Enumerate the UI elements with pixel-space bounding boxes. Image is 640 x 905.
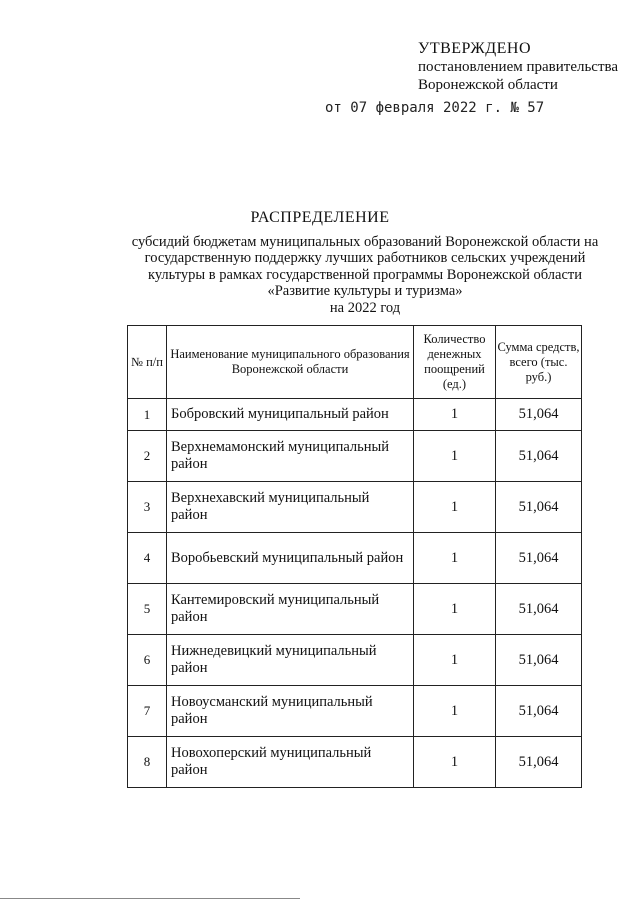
header-name: Наименование муниципального образования Воронежской области <box>167 326 414 399</box>
page-footer-line <box>0 898 300 899</box>
table-header-row <box>128 326 582 399</box>
table-row <box>128 584 582 635</box>
row-number: 5 <box>128 584 167 635</box>
subtitle-line: культуры в рамках государственной программы Воронежской области <box>147 266 583 283</box>
row-count: 1 <box>414 431 496 482</box>
row-sum: 51,064 <box>496 584 582 635</box>
row-name: Нижнедевицкий муниципальный район <box>167 635 414 686</box>
document-subtitle <box>110 234 620 316</box>
subtitle-line: на 2022 год <box>329 299 401 316</box>
subtitle-line: субсидий бюджетам муниципальных образований Воронежской области на <box>131 234 599 250</box>
table-row <box>128 431 582 482</box>
table-row <box>128 533 582 584</box>
table-row <box>128 737 582 788</box>
row-number: 8 <box>128 737 167 788</box>
header-number: № п/п <box>128 326 167 399</box>
row-number: 3 <box>128 482 167 533</box>
row-sum: 51,064 <box>496 686 582 737</box>
row-name: Кантемировский муниципальный район <box>167 584 414 635</box>
table-row <box>128 635 582 686</box>
row-name: Верхнехавский муниципальный район <box>167 482 414 533</box>
row-name: Бобровский муниципальный район <box>167 399 414 431</box>
subtitle-line: «Развитие культуры и туризма» <box>267 283 463 300</box>
row-sum: 51,064 <box>496 737 582 788</box>
row-name: Верхнемамонский муниципальный район <box>167 431 414 482</box>
header-sum: Сумма средств, всего (тыс. руб.) <box>496 326 582 399</box>
row-name: Новоусманский муниципальный район <box>167 686 414 737</box>
row-count: 1 <box>414 399 496 431</box>
header-count: Количество денежных поощрений (ед.) <box>414 326 496 399</box>
row-count: 1 <box>414 482 496 533</box>
table-row <box>128 686 582 737</box>
row-number: 6 <box>128 635 167 686</box>
row-count: 1 <box>414 584 496 635</box>
row-sum: 51,064 <box>496 399 582 431</box>
row-sum: 51,064 <box>496 482 582 533</box>
row-number: 7 <box>128 686 167 737</box>
row-name: Новохоперский муниципальный район <box>167 737 414 788</box>
distribution-table <box>127 325 582 788</box>
row-sum: 51,064 <box>496 431 582 482</box>
table-row <box>128 399 582 431</box>
row-count: 1 <box>414 533 496 584</box>
approval-block <box>418 40 618 94</box>
row-number: 4 <box>128 533 167 584</box>
row-name: Воробьевский муниципальный район <box>167 533 414 584</box>
row-sum: 51,064 <box>496 635 582 686</box>
approval-line-2: Воронежской области <box>418 77 558 93</box>
row-count: 1 <box>414 635 496 686</box>
row-count: 1 <box>414 686 496 737</box>
row-count: 1 <box>414 737 496 788</box>
row-sum: 51,064 <box>496 533 582 584</box>
approval-title: УТВЕРЖДЕНО <box>418 40 532 57</box>
row-number: 1 <box>128 399 167 431</box>
row-number: 2 <box>128 431 167 482</box>
decree-date-number: от 07 февраля 2022 г. № 57 <box>325 100 545 116</box>
table-row <box>128 482 582 533</box>
approval-line-1: постановлением правительства <box>418 59 619 75</box>
subtitle-line: государственную поддержку лучших работников сельских учреждений <box>144 250 586 267</box>
document-heading: РАСПРЕДЕЛЕНИЕ <box>250 209 390 226</box>
